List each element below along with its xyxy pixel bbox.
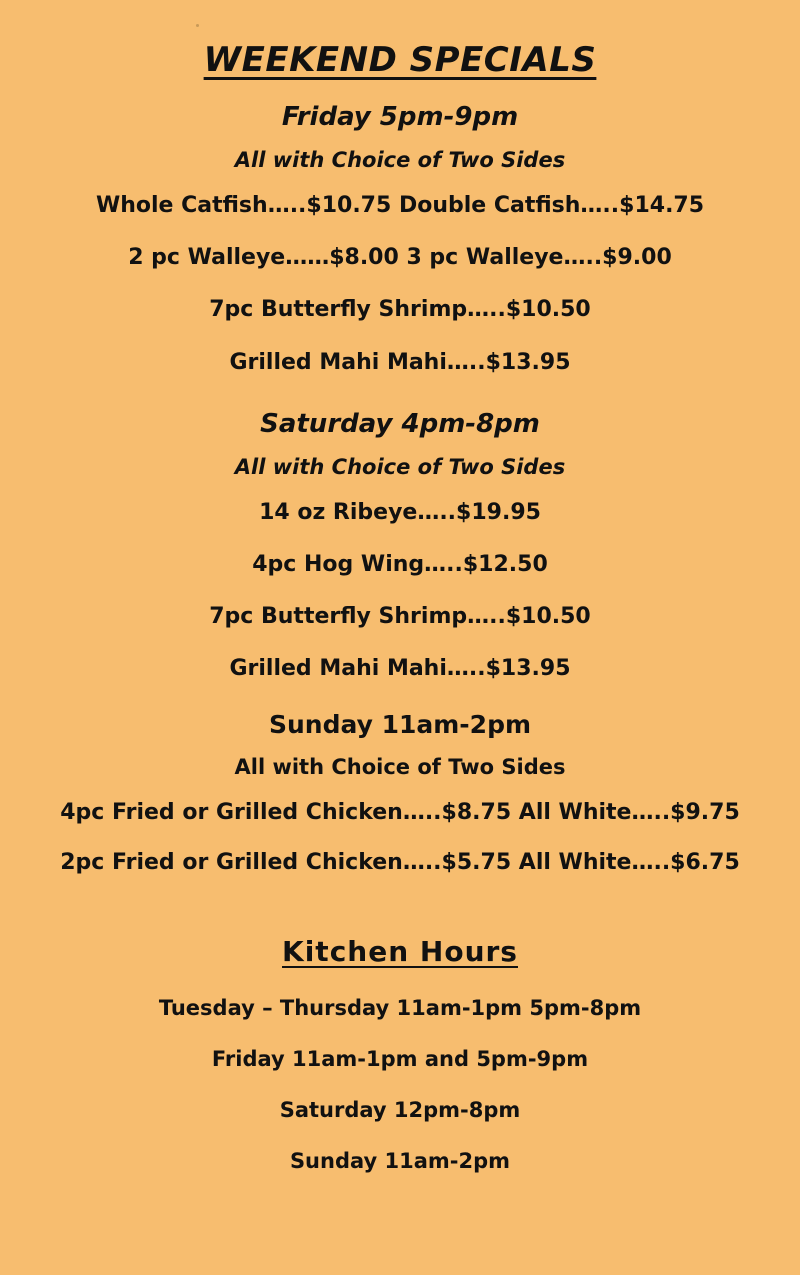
kitchen-hours-title: Kitchen Hours xyxy=(282,934,518,968)
friday-item-4: Grilled Mahi Mahi…..$13.95 xyxy=(229,349,571,375)
sunday-note: All with Choice of Two Sides xyxy=(234,754,566,779)
page-title: WEEKEND SPECIALS xyxy=(203,40,597,80)
kitchen-hours-block xyxy=(18,935,782,1173)
saturday-item-4: Grilled Mahi Mahi…..$13.95 xyxy=(229,656,571,682)
section-sunday xyxy=(18,710,782,875)
saturday-item-3: 7pc Butterfly Shrimp…..$10.50 xyxy=(209,604,591,630)
stray-dot-mark xyxy=(196,24,199,27)
kitchen-hours-line-2: Friday 11am-1pm and 5pm-9pm xyxy=(211,1046,589,1071)
sunday-heading: Sunday 11am-2pm xyxy=(268,709,532,739)
section-saturday xyxy=(18,409,782,682)
sunday-item-2: 2pc Fried or Grilled Chicken…..$5.75 All White…..$6.75 xyxy=(60,849,740,875)
section-friday xyxy=(18,102,782,375)
saturday-item-2: 4pc Hog Wing…..$12.50 xyxy=(252,551,548,577)
friday-item-1: Whole Catfish…..$10.75 Double Catfish…..$14.75 xyxy=(95,193,705,218)
saturday-heading: Saturday 4pm-8pm xyxy=(260,408,540,439)
saturday-note: All with Choice of Two Sides xyxy=(234,454,566,479)
friday-note: All with Choice of Two Sides xyxy=(234,148,566,172)
friday-heading: Friday 5pm-9pm xyxy=(281,102,519,132)
saturday-item-1: 14 oz Ribeye…..$19.95 xyxy=(259,499,541,525)
kitchen-hours-line-3: Saturday 12pm-8pm xyxy=(279,1097,521,1122)
sunday-item-1: 4pc Fried or Grilled Chicken…..$8.75 All White…..$9.75 xyxy=(60,799,740,825)
kitchen-hours-line-1: Tuesday – Thursday 11am-1pm 5pm-8pm xyxy=(158,995,642,1020)
friday-item-3: 7pc Butterfly Shrimp…..$10.50 xyxy=(209,297,591,323)
friday-item-2: 2 pc Walleye……$8.00 3 pc Walleye…..$9.00 xyxy=(128,245,672,271)
kitchen-hours-line-4: Sunday 11am-2pm xyxy=(289,1148,511,1173)
